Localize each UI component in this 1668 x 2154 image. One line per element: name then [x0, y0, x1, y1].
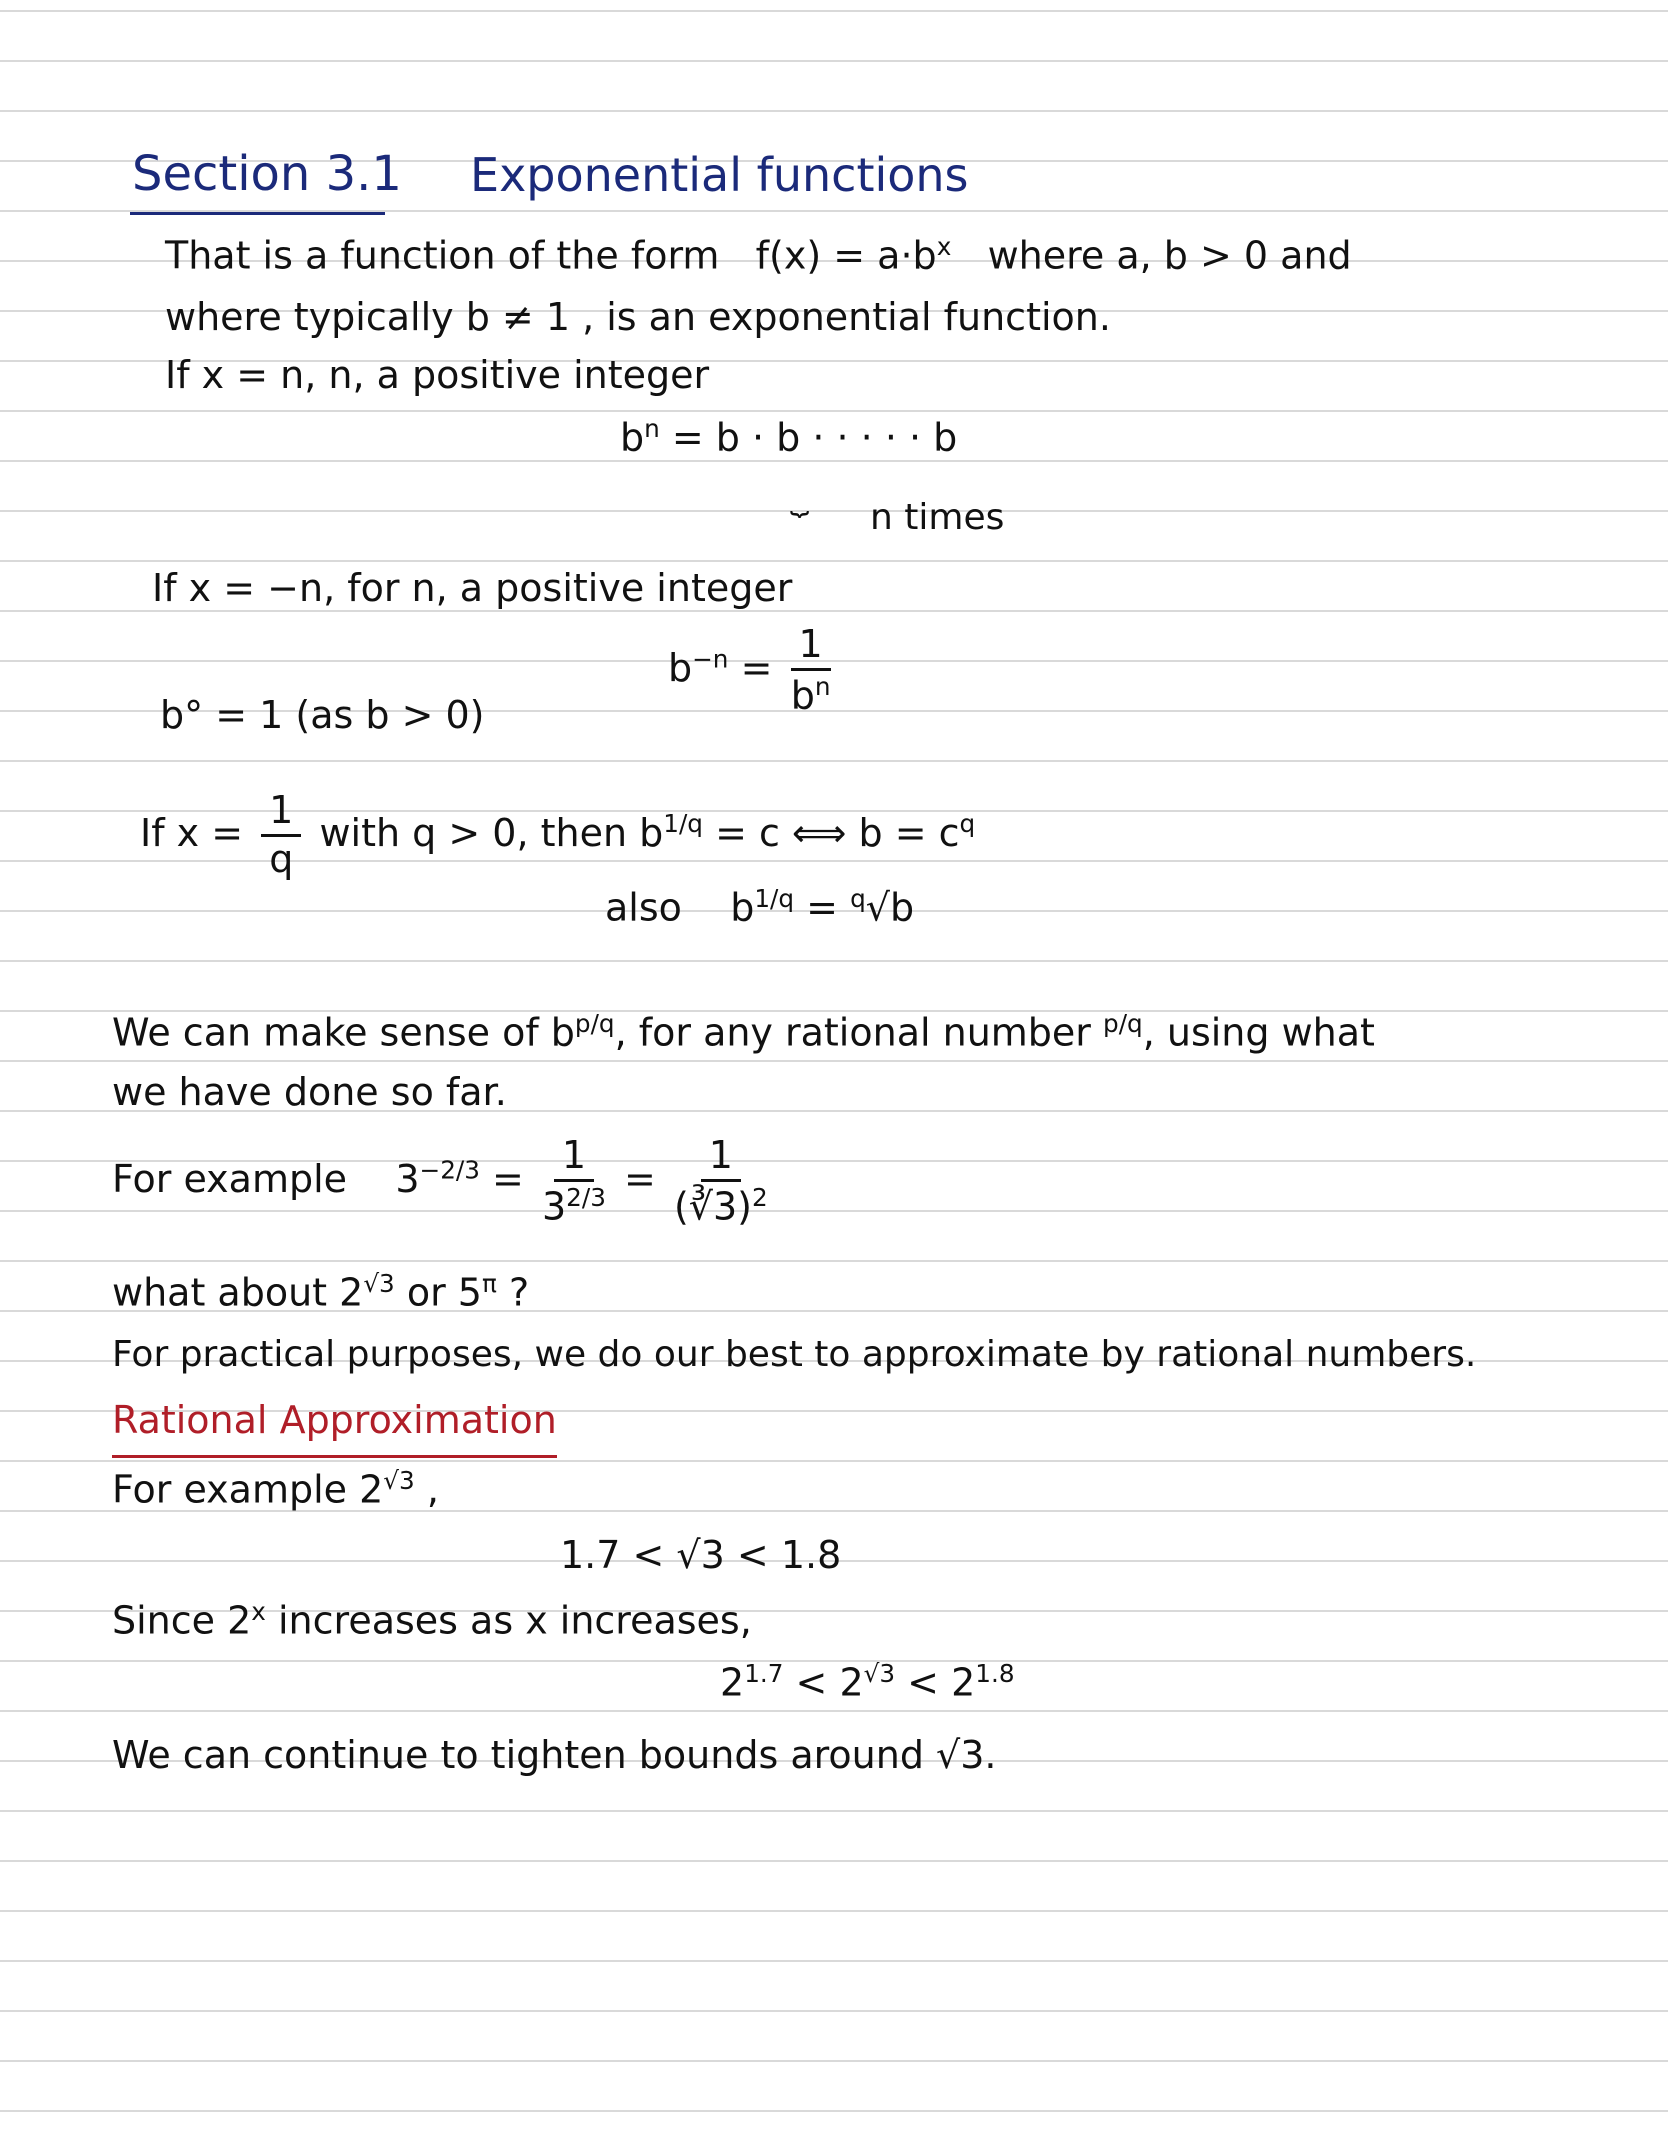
n-times-label: n times — [870, 497, 1005, 538]
section-title: Exponential functions — [470, 148, 969, 202]
formula-qth-root: also $b^{1/q} = ^q√b$ — [605, 884, 915, 930]
line-done-so-far: we have done so far. — [112, 1070, 507, 1114]
formula-b-to-minus-n: $b^{-n}$ = $\frac{1}{b^n}$ — [668, 622, 831, 718]
section-label-underline — [130, 212, 385, 215]
fraction-one-over-q: $\frac{1}{q}$ — [261, 790, 301, 881]
line-since-increasing: Since 2$^x$ increases as x increases, — [112, 1597, 752, 1643]
formula-sqrt3-bounds: 1.7 < √3 < 1.8 — [560, 1533, 842, 1577]
formula-b-to-n: $b^n = b \cdot b$ · · · · · b — [620, 414, 958, 460]
formula-power-bounds: $2^{1.7} < 2^{√3} < 2^{1.8}$ — [720, 1659, 1015, 1705]
line-positive-integer: If x = n, n, a positive integer — [165, 353, 710, 397]
formula-b-zero: b° = 1 (as b > 0) — [160, 693, 485, 737]
line-definition: That is a function of the form $f(x) = a\cdot b^x$ where a, b > 0 and — [165, 232, 1352, 278]
line-example-cube-root: For example $3^{-2/3}$ = $\frac{1}{3^{2/3}}$ = $\frac{1}{(∛3)^2}$ — [112, 1133, 768, 1229]
line-rational-exponents: We can make sense of $b^{p/q}$, for any rational number $^{p/q}$, using what — [112, 1009, 1375, 1055]
line-practical-purposes: For practical purposes, we do our best to approximate by rational numbers. — [112, 1334, 1477, 1375]
line-what-about: what about $2^{√3}$ or $5^\pi$ ? — [112, 1269, 530, 1315]
fraction-one-over-cube-root-squared: $\frac{1}{(∛3)^2}$ — [673, 1133, 768, 1229]
line-typically: where typically b ≠ 1 , is an exponential function. — [165, 295, 1111, 339]
line-root-definition: If x = $\frac{1}{q}$ with q > 0, then $b^{1/q} = c$ ⟺ $b = c^q$ — [140, 788, 976, 881]
section-label: Section 3.1 — [132, 146, 402, 202]
n-times-brace: ⏟ — [790, 478, 810, 516]
line-for-example-2-sqrt3: For example $2^{√3}$ , — [112, 1466, 439, 1512]
line-tighten-bounds: We can continue to tighten bounds around √3. — [112, 1733, 997, 1777]
rational-approximation-heading: Rational Approximation — [112, 1398, 557, 1442]
fraction-one-over-bn: $\frac{1}{b^n}$ — [790, 622, 831, 718]
line-negative-integer: If x = −n, for n, a positive integer — [152, 566, 793, 610]
rational-approximation-underline — [112, 1455, 557, 1458]
fraction-one-over-3-two-thirds: $\frac{1}{3^{2/3}}$ — [541, 1133, 606, 1229]
